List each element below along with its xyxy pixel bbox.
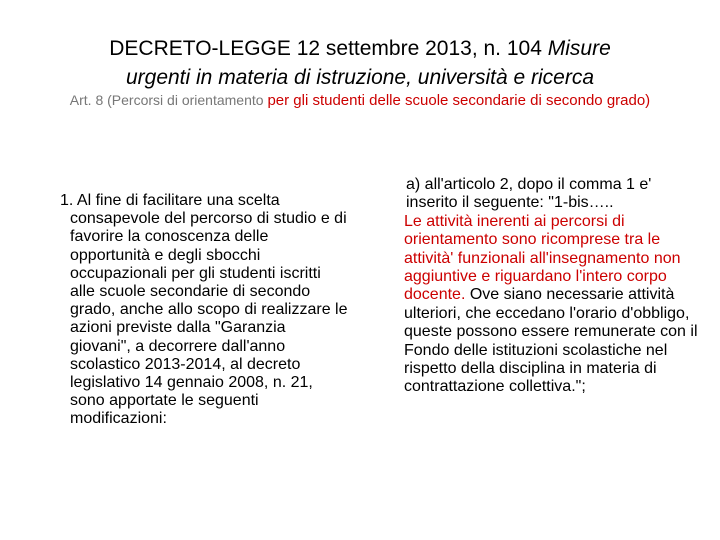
amendment-body xyxy=(404,213,704,397)
article-subtitle xyxy=(60,90,660,111)
subtitle-gray-part: Art. 8 (Percorsi di orientamento xyxy=(69,92,268,108)
title-text-italic: Misure xyxy=(547,37,611,60)
left-column xyxy=(60,192,350,429)
amendment-rest: Ove siano necessarie attività ulteriori, che eccedano l'orario d'obbligo, queste possono essere remunerate con il Fondo delle istituzioni scolastiche nel rispetto della disciplina in materia di contrattazione collettiva."; xyxy=(404,286,698,396)
document-title xyxy=(20,34,700,92)
title-text-normal: DECRETO-LEGGE 12 settembre 2013, n. 104 xyxy=(109,37,548,60)
amendment-highlight: Le attività inerenti ai percorsi di orientamento sono ricomprese tra le attività' funzionali all'insegnamento non aggiuntive e riguardano l'intero corpo docente. xyxy=(404,212,681,304)
subtitle-red-part: per gli studenti delle scuole secondarie di secondo grado) xyxy=(267,92,651,109)
right-column xyxy=(404,176,704,397)
title-subtext-italic: urgenti in materia di istruzione, università e ricerca xyxy=(125,66,595,89)
article-paragraph-1: 1. Al fine di facilitare una scelta consapevole del percorso di studio e di favorire la conoscenza delle opportunità e degli sbocchi occupazionali per gli studenti iscritti alle scuole secondarie di secondo grado, anche allo scopo di realizzare le azioni previste dalla "Garanzia giovani", a decorrere dall'anno scolastico 2013-2014, al decreto legislativo 14 gennaio 2008, n. 21, sono apportate le seguenti modificazioni: xyxy=(60,192,348,428)
amendment-intro: a) all'articolo 2, dopo il comma 1 e' inserito il seguente: "1-bis….. xyxy=(406,176,652,212)
